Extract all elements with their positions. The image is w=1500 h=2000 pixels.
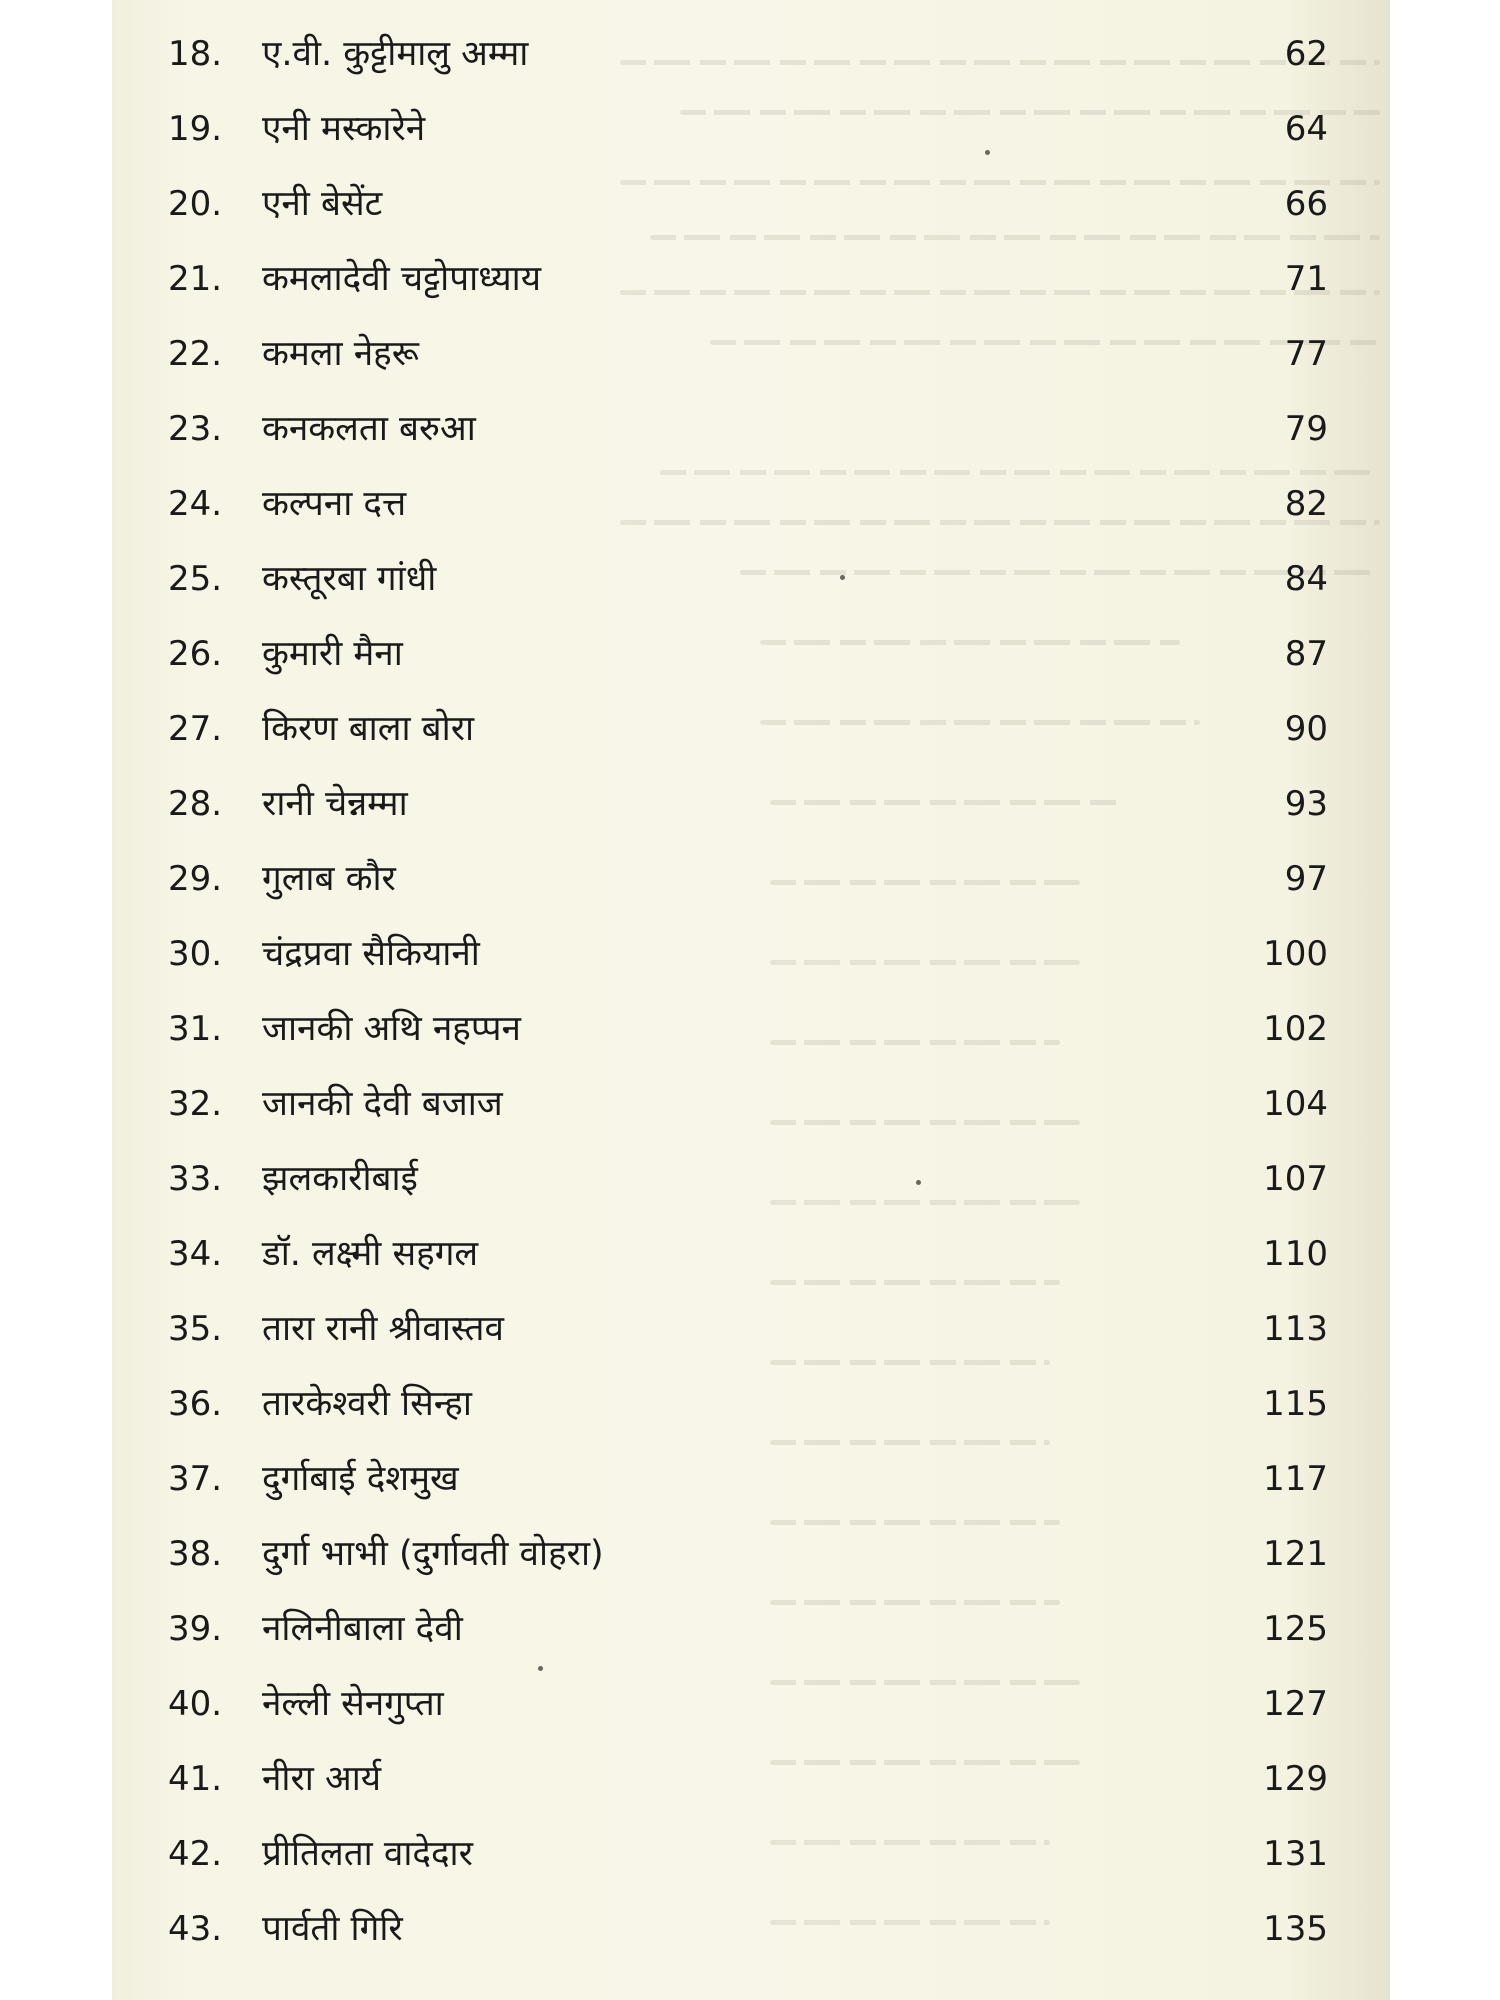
- entry-number: 33.: [168, 1159, 223, 1199]
- entry-page: 110: [1263, 1234, 1328, 1274]
- entry-title: प्रीतिलता वादेदार: [262, 1834, 473, 1874]
- toc-entry[interactable]: [0, 1297, 1500, 1372]
- entry-number: 38.: [168, 1534, 223, 1574]
- toc-entry[interactable]: [0, 322, 1500, 397]
- entry-title: एनी बेसेंट: [262, 184, 383, 224]
- toc-entry[interactable]: [0, 1822, 1500, 1897]
- toc-entry[interactable]: [0, 772, 1500, 847]
- entry-page: 131: [1263, 1834, 1328, 1874]
- toc-entry[interactable]: [0, 622, 1500, 697]
- toc-entry[interactable]: [0, 922, 1500, 997]
- entry-number: 37.: [168, 1459, 223, 1499]
- toc-entry[interactable]: [0, 397, 1500, 472]
- entry-title: डॉ. लक्ष्मी सहगल: [262, 1234, 479, 1274]
- entry-number: 41.: [168, 1759, 223, 1799]
- toc-entry[interactable]: [0, 547, 1500, 622]
- entry-number: 24.: [168, 484, 223, 524]
- entry-page: 100: [1263, 934, 1328, 974]
- toc-entry[interactable]: [0, 472, 1500, 547]
- entry-number: 25.: [168, 559, 223, 599]
- entry-number: 40.: [168, 1684, 223, 1724]
- toc-entry[interactable]: [0, 1522, 1500, 1597]
- entry-number: 35.: [168, 1309, 223, 1349]
- toc-entry[interactable]: [0, 247, 1500, 322]
- entry-page: 79: [1284, 409, 1328, 449]
- entry-number: 42.: [168, 1834, 223, 1874]
- toc-entry[interactable]: [0, 1147, 1500, 1222]
- entry-number: 19.: [168, 109, 223, 149]
- entry-title: झलकारीबाई: [262, 1159, 418, 1199]
- entry-title: पार्वती गिरि: [262, 1909, 403, 1949]
- entry-number: 36.: [168, 1384, 223, 1424]
- toc-entry[interactable]: [0, 172, 1500, 247]
- toc-entry[interactable]: [0, 1747, 1500, 1822]
- entry-number: 39.: [168, 1609, 223, 1649]
- entry-page: 84: [1284, 559, 1328, 599]
- toc-entry[interactable]: [0, 1222, 1500, 1297]
- entry-page: 66: [1284, 184, 1328, 224]
- toc-entry[interactable]: [0, 22, 1500, 97]
- entry-number: 28.: [168, 784, 223, 824]
- toc-entry[interactable]: [0, 997, 1500, 1072]
- toc-entry[interactable]: [0, 1897, 1500, 1972]
- entry-title: कनकलता बरुआ: [262, 409, 476, 449]
- entry-page: 129: [1263, 1759, 1328, 1799]
- toc-entry[interactable]: [0, 97, 1500, 172]
- entry-page: 127: [1263, 1684, 1328, 1724]
- entry-number: 32.: [168, 1084, 223, 1124]
- entry-title: कल्पना दत्त: [262, 484, 407, 524]
- entry-number: 34.: [168, 1234, 223, 1274]
- entry-title: चंद्रप्रवा सैकियानी: [262, 934, 480, 974]
- toc-entry[interactable]: [0, 1372, 1500, 1447]
- entry-page: 87: [1284, 634, 1328, 674]
- entry-number: 20.: [168, 184, 223, 224]
- entry-number: 43.: [168, 1909, 223, 1949]
- entry-page: 135: [1263, 1909, 1328, 1949]
- entry-title: कुमारी मैना: [262, 634, 403, 674]
- entry-title: गुलाब कौर: [262, 859, 396, 899]
- entry-title: रानी चेन्नम्मा: [262, 784, 408, 824]
- entry-page: 64: [1284, 109, 1328, 149]
- entry-title: किरण बाला बोरा: [262, 709, 475, 749]
- entry-title: नीरा आर्य: [262, 1759, 382, 1799]
- entry-page: 82: [1284, 484, 1328, 524]
- entry-title: नलिनीबाला देवी: [262, 1609, 463, 1649]
- entry-page: 77: [1284, 334, 1328, 374]
- entry-number: 30.: [168, 934, 223, 974]
- entry-page: 113: [1263, 1309, 1328, 1349]
- entry-number: 22.: [168, 334, 223, 374]
- entry-page: 107: [1263, 1159, 1328, 1199]
- entry-title: कस्तूरबा गांधी: [262, 559, 437, 599]
- entry-title: जानकी देवी बजाज: [262, 1084, 503, 1124]
- entry-page: 102: [1263, 1009, 1328, 1049]
- entry-page: 90: [1284, 709, 1328, 749]
- entry-title: एनी मस्कारेने: [262, 109, 426, 149]
- entry-number: 31.: [168, 1009, 223, 1049]
- entry-page: 104: [1263, 1084, 1328, 1124]
- entry-page: 121: [1263, 1534, 1328, 1574]
- entry-title: दुर्गाबाई देशमुख: [262, 1459, 459, 1499]
- toc-entry[interactable]: [0, 1597, 1500, 1672]
- entry-page: 62: [1284, 34, 1328, 74]
- entry-title: ए.वी. कुट्टीमालु अम्मा: [262, 34, 529, 74]
- entry-page: 93: [1284, 784, 1328, 824]
- entry-title: नेल्ली सेनगुप्ता: [262, 1684, 444, 1724]
- entry-title: कमला नेहरू: [262, 334, 419, 374]
- entry-page: 115: [1263, 1384, 1328, 1424]
- entry-page: 117: [1263, 1459, 1328, 1499]
- entry-number: 21.: [168, 259, 223, 299]
- toc-entry[interactable]: [0, 847, 1500, 922]
- entry-number: 23.: [168, 409, 223, 449]
- entry-title: जानकी अथि नहप्पन: [262, 1009, 521, 1049]
- entry-number: 18.: [168, 34, 223, 74]
- entry-page: 71: [1284, 259, 1328, 299]
- entry-title: तारा रानी श्रीवास्तव: [262, 1309, 504, 1349]
- entry-number: 29.: [168, 859, 223, 899]
- toc-entry[interactable]: [0, 697, 1500, 772]
- entry-page: 97: [1284, 859, 1328, 899]
- entry-page: 125: [1263, 1609, 1328, 1649]
- toc-entry[interactable]: [0, 1072, 1500, 1147]
- entry-number: 27.: [168, 709, 223, 749]
- entry-title: तारकेश्वरी सिन्हा: [262, 1384, 472, 1424]
- entry-title: दुर्गा भाभी (दुर्गावती वोहरा): [262, 1534, 604, 1574]
- toc-entry[interactable]: [0, 1672, 1500, 1747]
- entry-number: 26.: [168, 634, 223, 674]
- toc-entry[interactable]: [0, 1447, 1500, 1522]
- entry-title: कमलादेवी चट्टोपाध्याय: [262, 259, 542, 299]
